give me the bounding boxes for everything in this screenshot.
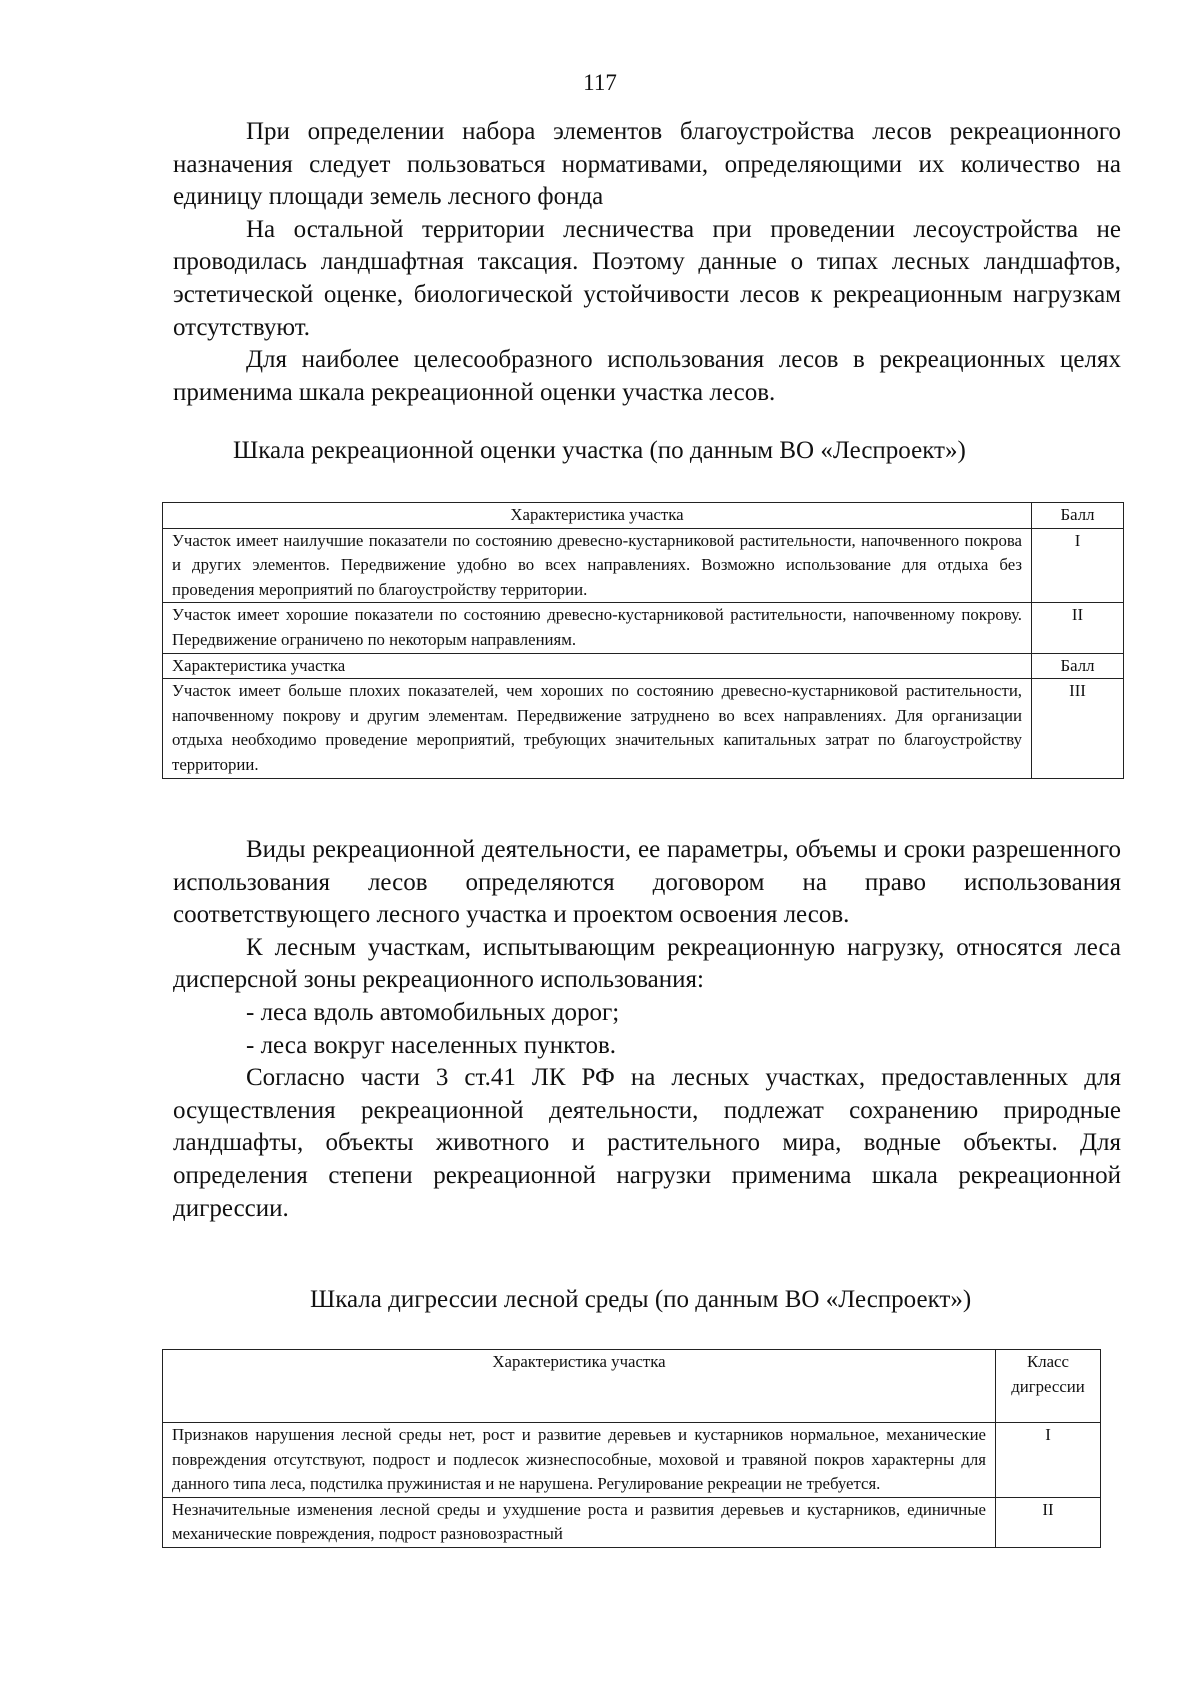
paragraph: Согласно части 3 ст.41 ЛК РФ на лесных участках, предоставленных для осуществления рекреационной деятельности, подлежат сохранению природные ландшафты, объекты животного и растительного мира, водные объекты. Для определения степени рекреационной нагрузки применима шкала рекреационной дигрессии. <box>173 1064 1121 1222</box>
repeat-header-characteristic: Характеристика участка <box>163 653 1032 679</box>
row-characteristic: Участок имеет хорошие показатели по состоянию древесно-кустарниковой растительности, напочвенному покрову. Передвижение ограничено по некоторым направлениям. <box>163 603 1032 653</box>
table1-caption: Шкала рекреационной оценки участка (по данным ВО «Леспроект») <box>233 437 966 464</box>
row-class: II <box>996 1497 1101 1547</box>
header-characteristic: Характеристика участка <box>163 1350 996 1423</box>
row-characteristic: Признаков нарушения лесной среды нет, рост и развитие деревьев и кустарников нормальное, механические повреждения отсутствуют, подрост и подлесок жизнеспособные, моховой и травяной покров характерны для данного типа леса, подстилка пружинистая и не нарушена. Регулирование рекреации не требуется. <box>163 1423 996 1498</box>
table-row <box>163 1423 1101 1498</box>
row-class: I <box>996 1423 1101 1498</box>
list-item: - леса вдоль автомобильных дорог; <box>246 998 620 1026</box>
table-header-row <box>163 503 1124 529</box>
table-row <box>163 679 1124 778</box>
table-row <box>163 1497 1101 1547</box>
header-characteristic: Характеристика участка <box>163 503 1032 529</box>
paragraph: При определении набора элементов благоустройства лесов рекреационного назначения следует пользоваться нормативами, определяющими их количество на единицу площади земель лесного фонда <box>173 118 1121 211</box>
page-number: 117 <box>583 70 617 95</box>
table-row <box>163 528 1124 603</box>
middle-text <box>173 834 1121 1225</box>
intro-text <box>173 116 1121 409</box>
row-score: III <box>1032 679 1124 778</box>
table-repeat-header-row <box>163 653 1124 679</box>
paragraph: К лесным участкам, испытывающим рекреационную нагрузку, относятся леса дисперсной зоны рекреационного использования: <box>173 933 1121 994</box>
paragraph: На остальной территории лесничества при проведении лесоустройства не проводилась ландшафтная таксация. Поэтому данные о типах лесных ландшафтов, эстетической оценке, биологической устойчивости лесов к рекреационным нагрузкам отсутствуют. <box>173 215 1121 341</box>
row-score: I <box>1032 528 1124 603</box>
list-item: - леса вокруг населенных пунктов. <box>246 1031 617 1059</box>
row-characteristic: Незначительные изменения лесной среды и ухудшение роста и развития деревьев и кустарников, единичные механические повреждения, подрост разновозрастный <box>163 1497 996 1547</box>
paragraph: Виды рекреационной деятельности, ее параметры, объемы и сроки разрешенного использования лесов определяются договором на право использования соответствующего лесного участка и проектом освоения лесов. <box>173 836 1121 929</box>
header-class: Класс дигрессии <box>996 1350 1101 1423</box>
row-characteristic: Участок имеет наилучшие показатели по состоянию древесно-кустарниковой растительности, напочвенного покрова и других элементов. Передвижение удобно во всех направлениях. Возможно использование для отдыха без проведения мероприятий по благоустройству территории. <box>163 528 1032 603</box>
paragraph: Для наиболее целесообразного использования лесов в рекреационных целях применима шкала рекреационной оценки участка лесов. <box>173 346 1121 406</box>
row-score: II <box>1032 603 1124 653</box>
header-score: Балл <box>1032 503 1124 529</box>
repeat-header-score: Балл <box>1032 653 1124 679</box>
table2-caption: Шкала дигрессии лесной среды (по данным ВО «Леспроект») <box>310 1286 972 1313</box>
table-header-row <box>163 1350 1101 1423</box>
table-row <box>163 603 1124 653</box>
recreation-score-table <box>162 502 1124 779</box>
digression-table <box>162 1349 1101 1548</box>
row-characteristic: Участок имеет больше плохих показателей, чем хороших по состоянию древесно-кустарниковой растительности, напочвенному покрову и другим элементам. Передвижение затруднено во всех направлениях. Для организации отдыха необходимо проведение мероприятий, требующих значительных капитальных затрат по благоустройству территории. <box>163 679 1032 778</box>
